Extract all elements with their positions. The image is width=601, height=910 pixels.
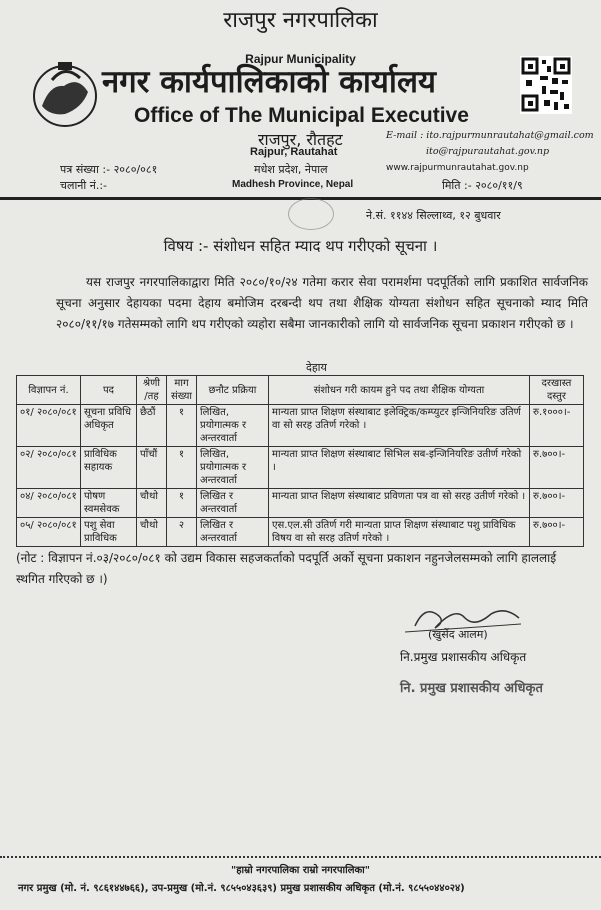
col-header-post: पद — [81, 376, 137, 405]
cell-count: २ — [167, 518, 197, 547]
cell-process: लिखित र अन्तरवार्ता — [197, 518, 269, 547]
cell-post: पोषण स्वमसेवक — [81, 489, 137, 518]
notice-body: यस राजपुर नगरपालिकाद्वारा मिति २०८०/१०/२४ गतेमा करार सेवा परामर्शमा पदपूर्तिको लागि प्रकाशित सार्वजनिक सूचना अनुसार देहायका पदमा देहाय बमोजिम दरबन्दी थप तथा शैक्षिक योग्यता संशोधन सहित सूचनाको म्याद मिति २०८०/११/१७ गतेसम्मको लागि थप गरीएको व्यहोरा सबैमा जानकारीको लागि यो सार्वजनिक सूचना प्रकाशन गरीएको छ । — [56, 275, 588, 331]
footer-slogan: "हाम्रो नगरपालिका राम्रो नगरपालिका" — [231, 865, 370, 876]
cell-post: सूचना प्रविधि अधिकृत — [81, 405, 137, 447]
email-secondary-link[interactable]: ito@rajpurautahat.gov.np — [426, 146, 550, 157]
cell-fee: रु.१०००।- — [530, 405, 584, 447]
footer-divider — [0, 856, 601, 858]
cell-level: छैठौं — [137, 405, 167, 447]
dispatch-number: चलानी नं.:- — [60, 179, 108, 192]
col-header-ad-no: विज्ञापन नं. — [17, 376, 81, 405]
cell-fee: रु.७००।- — [530, 489, 584, 518]
cell-process: लिखित, प्रयोगात्मक र अन्तरवार्ता — [197, 405, 269, 447]
province-en: Madhesh Province, Nepal — [232, 179, 354, 190]
col-header-qualification: संशोधन गरी कायम हुने पद तथा शैक्षिक योग्यता — [269, 376, 530, 405]
office-title-en: Office of The Municipal Executive — [134, 104, 469, 127]
cell-ad-no: ०२/ २०८०/०८१ — [17, 447, 81, 489]
col-header-process: छनौट प्रक्रिया — [197, 376, 269, 405]
notice-note: (नोट : विज्ञापन नं.०३/२०८०/०८१ को उद्यम विकास सहजकर्ताको पदपूर्ति अर्को सूचना प्रकाशन नहुनजेलसम्मको लागि हाललाई स्थगित गरिएको छ ।) — [16, 551, 557, 586]
cell-count: १ — [167, 489, 197, 518]
cell-qualification: मान्यता प्राप्त शिक्षण संस्थाबाट सिभिल सब-इन्जिनियरिङ उतीर्ण गरेको । — [269, 447, 530, 489]
municipality-name-np: राजपुर नगरपालिका — [223, 8, 378, 33]
cell-post: प्राविधिक सहायक — [81, 447, 137, 489]
cell-count: १ — [167, 405, 197, 447]
signatory-title: नि.प्रमुख प्रशासकीय अधिकृत — [400, 650, 527, 664]
cell-level: चौथो — [137, 489, 167, 518]
cell-qualification: मान्यता प्राप्त शिक्षण संस्थाबाट प्रविणता पत्र वा सो सरह उतीर्ण गरेको । — [269, 489, 530, 518]
cell-count: १ — [167, 447, 197, 489]
reference-block — [60, 162, 157, 194]
letter-number: पत्र संख्या :- २०८०/०८१ — [60, 163, 158, 176]
table-row — [17, 405, 584, 447]
footer-contacts: नगर प्रमुख (मो. नं. ९८६१४४७६६), उप-प्रमुख (मो.नं. ९८५५०४३६३९) प्रमुख प्रशासकीय अधिकृत (मो.नं. ९८५५०४४०२४) — [18, 883, 465, 894]
nepal-era-date: ने.सं. ११४४ सिल्लाथ्व, १२ बुधवार — [366, 209, 501, 222]
col-header-fee: दरखास्त दस्तुर — [530, 376, 584, 405]
cell-process: लिखित र अन्तरवार्ता — [197, 489, 269, 518]
signatory-name: (खुर्सेद आलम) — [428, 628, 488, 641]
table-row — [17, 489, 584, 518]
cell-ad-no: ०४/ २०८०/०८१ — [17, 489, 81, 518]
cell-qualification: मान्यता प्राप्त शिक्षण संस्थाबाट इलेक्ट्रिक/कम्प्युटर इन्जिनियरिङ उतिर्ण वा सो सरह उतिर्ण गरेको । — [269, 405, 530, 447]
notice-subject: विषय :- संशोधन सहित म्याद थप गरीएको सूचना । — [163, 237, 438, 255]
cell-level: चौथो — [137, 518, 167, 547]
cell-ad-no: ०१/ २०८०/०८१ — [17, 405, 81, 447]
letter-date: मिति :- २०८०/११/९ — [442, 179, 523, 192]
office-stamp-icon — [288, 198, 334, 230]
cell-ad-no: ०५/ २०८०/०८१ — [17, 518, 81, 547]
cell-fee: रु.७००।- — [530, 447, 584, 489]
cell-post: पशु सेवा प्राविधिक — [81, 518, 137, 547]
table-label: देहाय — [306, 361, 327, 374]
email-link[interactable]: E-mail : ito.rajpurmunrautahat@gmail.com — [386, 130, 594, 141]
city-en: Rajpur, Rautahat — [250, 146, 338, 158]
table-header-row — [17, 376, 584, 405]
table-row — [17, 518, 584, 547]
website-link[interactable]: www.rajpurmunrautahat.gov.np — [386, 163, 529, 173]
municipality-logo-icon — [30, 56, 100, 130]
city-np: राजपुर, रौतहट — [258, 130, 343, 149]
contact-block — [386, 128, 594, 176]
vacancy-table — [16, 375, 584, 547]
qr-code-icon[interactable] — [520, 56, 572, 114]
col-header-level: श्रेणी /तह — [137, 376, 167, 405]
table-row — [17, 447, 584, 489]
municipality-name-en: Rajpur Municipality — [245, 52, 356, 66]
cell-process: लिखित, प्रयोगात्मक र अन्तरवार्ता — [197, 447, 269, 489]
col-header-count: माग संख्या — [167, 376, 197, 405]
signature-stamp: नि. प्रमुख प्रशासकीय अधिकृत — [400, 681, 543, 696]
cell-level: पाँचौं — [137, 447, 167, 489]
cell-fee: रु.७००।- — [530, 518, 584, 547]
cell-qualification: एस.एल.सी उतिर्ण गरी मान्यता प्राप्त शिक्षण संस्थाबाट पशु प्राविधिक विषय वा सो सरह उतिर्ण गरेको । — [269, 518, 530, 547]
province-np: मधेश प्रदेश, नेपाल — [254, 163, 328, 176]
office-title-np: नगर कार्यपालिकाको कार्यालय — [102, 64, 436, 100]
